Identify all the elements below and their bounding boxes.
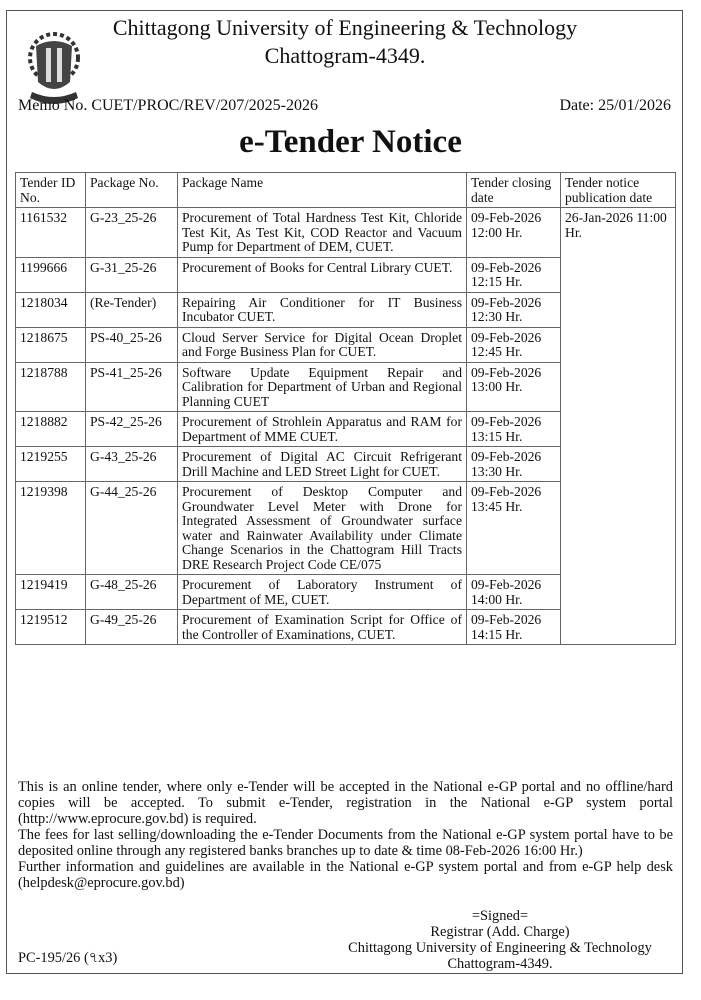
note-online-tender: This is an online tender, where only e-Tender will be accepted in the National e-GP portal and no offline/hard copies will be accepted. To submit e-Tender, registration in the National e-GP system portal (http://www.eprocure.gov.bd) is required.	[18, 779, 673, 827]
signed-text: =Signed=	[471, 908, 529, 924]
tender-id: 1161532	[16, 208, 86, 258]
tender-id: 1218882	[16, 412, 86, 447]
table-row	[16, 208, 676, 258]
closing-date: 09-Feb-2026 13:45 Hr.	[467, 482, 561, 575]
header-package-no: Package No.	[86, 173, 178, 208]
table-header-row	[16, 173, 676, 208]
header-tender-id: Tender ID No.	[16, 173, 86, 208]
closing-date: 09-Feb-2026 12:15 Hr.	[467, 257, 561, 292]
closing-date: 09-Feb-2026 14:15 Hr.	[467, 610, 561, 645]
publication-date: 26-Jan-2026 11:00 Hr.	[561, 208, 676, 645]
tender-id: 1219512	[16, 610, 86, 645]
package-name: Software Update Equipment Repair and Calibration for Department of Urban and Regional Planning CUET	[178, 362, 467, 412]
signature-block	[320, 908, 680, 972]
notes	[18, 779, 673, 891]
university-city: Chattogram-4349.	[264, 43, 426, 68]
closing-date: 09-Feb-2026 14:00 Hr.	[467, 575, 561, 610]
tender-id: 1218034	[16, 292, 86, 327]
package-name: Procurement of Digital AC Circuit Refrigerant Drill Machine and LED Street Light for CUET.	[178, 447, 467, 482]
university-name: Chittagong University of Engineering & Technology	[112, 15, 578, 40]
package-name: Procurement of Laboratory Instrument of Department of ME, CUET.	[178, 575, 467, 610]
header-package-name: Package Name	[178, 173, 467, 208]
note-further-info: Further information and guidelines are available in the National e-GP system portal and from e-GP help desk (helpdesk@eprocure.gov.bd)	[18, 859, 673, 891]
closing-date: 09-Feb-2026 13:30 Hr.	[467, 447, 561, 482]
note-fees: The fees for last selling/downloading the e-Tender Documents from the National e-GP system portal have to be deposited online through any registered banks branches up to date & time 08-Feb-2026 16:00 Hr.)	[18, 827, 673, 859]
closing-date: 09-Feb-2026 12:30 Hr.	[467, 292, 561, 327]
tender-id: 1219398	[16, 482, 86, 575]
package-name: Procurement of Desktop Computer and Groundwater Level Meter with Drone for Integrated Assessment of Groundwater surface water and Rainwater Availability under Climate Change Scenarios in the Chattogram Hill Tracts DRE Research Project Code CE/075	[178, 482, 467, 575]
tender-id: 1199666	[16, 257, 86, 292]
tender-table	[15, 172, 676, 645]
signatory-university: Chittagong University of Engineering & Technology	[348, 940, 652, 956]
memo-date: Date: 25/01/2026	[559, 97, 671, 114]
package-name: Procurement of Books for Central Library CUET.	[178, 257, 467, 292]
university-heading	[80, 14, 610, 70]
package-no: G-43_25-26	[86, 447, 178, 482]
header-closing-date: Tender closing date	[467, 173, 561, 208]
pc-number: PC-195/26 (৭x3)	[18, 950, 118, 966]
page-title: e-Tender Notice	[239, 124, 462, 160]
package-no: G-44_25-26	[86, 482, 178, 575]
package-no: G-31_25-26	[86, 257, 178, 292]
tender-id: 1218675	[16, 327, 86, 362]
package-no: G-48_25-26	[86, 575, 178, 610]
closing-date: 09-Feb-2026 12:45 Hr.	[467, 327, 561, 362]
closing-date: 09-Feb-2026 12:00 Hr.	[467, 208, 561, 258]
package-name: Procurement of Strohlein Apparatus and RAM for Department of MME CUET.	[178, 412, 467, 447]
package-name: Procurement of Total Hardness Test Kit, Chloride Test Kit, As Test Kit, COD Reactor and Vacuum Pump for Department of DEM, CUET.	[178, 208, 467, 258]
closing-date: 09-Feb-2026 13:00 Hr.	[467, 362, 561, 412]
signatory-designation: Registrar (Add. Charge)	[430, 924, 570, 940]
package-no: PS-40_25-26	[86, 327, 178, 362]
package-name: Procurement of Examination Script for Office of the Controller of Examinations, CUET.	[178, 610, 467, 645]
signatory-city: Chattogram-4349.	[447, 956, 553, 972]
tender-id: 1219255	[16, 447, 86, 482]
tender-id: 1219419	[16, 575, 86, 610]
package-no: (Re-Tender)	[86, 292, 178, 327]
header-publication-date: Tender notice publication date	[561, 173, 676, 208]
package-no: PS-41_25-26	[86, 362, 178, 412]
closing-date: 09-Feb-2026 13:15 Hr.	[467, 412, 561, 447]
package-name: Cloud Server Service for Digital Ocean Droplet and Forge Business Plan for CUET.	[178, 327, 467, 362]
package-no: G-23_25-26	[86, 208, 178, 258]
package-name: Repairing Air Conditioner for IT Business Incubator CUET.	[178, 292, 467, 327]
package-no: G-49_25-26	[86, 610, 178, 645]
tender-id: 1218788	[16, 362, 86, 412]
memo-number: Memo No. CUET/PROC/REV/207/2025-2026	[18, 97, 319, 114]
package-no: PS-42_25-26	[86, 412, 178, 447]
